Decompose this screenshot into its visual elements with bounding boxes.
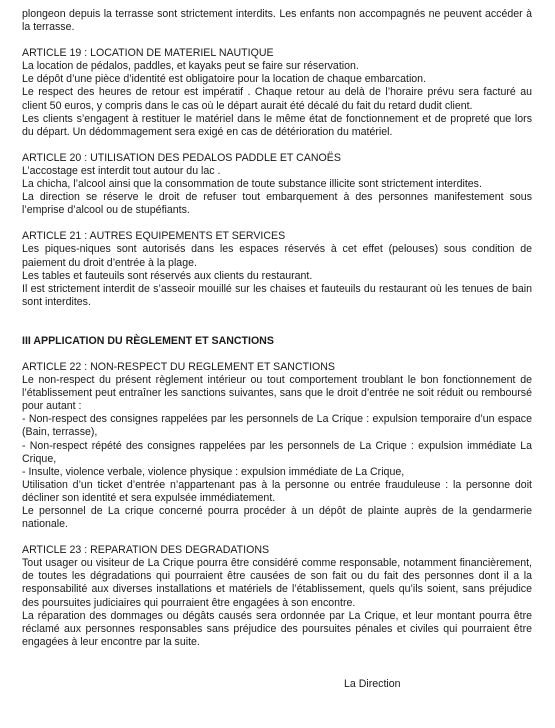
article-21-paragraph: Les tables et fauteuils sont réservés aux clients du restaurant. — [22, 269, 313, 282]
article-20-paragraph: La chicha, l’alcool ainsi que la consommation de toute substance illicite sont strictement interdites. — [22, 178, 482, 191]
article-22-paragraph: Utilisation d’un ticket d’entrée n’appartenant pas à la personne ou entrée frauduleuse : la personne doit décliner son identité et sera expulsée immédiatement. — [22, 478, 532, 504]
article-22-paragraph: - Insulte, violence verbale, violence physique : expulsion immédiate de La Crique, — [22, 465, 405, 478]
document-page — [22, 8, 532, 649]
article-22-paragraph: - Non-respect des consignes rappelées par les personnels de La Crique : expulsion temporaire d’un espace (Bain, terrasse), — [22, 413, 532, 439]
article-20-title: ARTICLE 20 : UTILISATION DES PEDALOS PADDLE ET CANOËS — [22, 151, 341, 164]
article-20-paragraph: L’accostage est interdit tout autour du lac . — [22, 164, 221, 177]
article-22-title: ARTICLE 22 : NON-RESPECT DU REGLEMENT ET SANCTIONS — [22, 360, 335, 373]
article-23-title: ARTICLE 23 : REPARATION DES DEGRADATIONS — [22, 544, 270, 557]
article-22-paragraph: Le non-respect du présent règlement intérieur ou tout comportement troublant le bon fonctionnement de l’établissement peut entraîner les sanctions suivantes, sans que le droit d’entrée ne soit réduit ou remboursé pour autant : — [22, 374, 532, 413]
article-19-paragraph: Le respect des heures de retour est impératif . Chaque retour au delà de l’horaire prévu sera facturé au client 50 euros, y compris dans le cas où le départ aurait été décalé du fait du retard dudit client. — [22, 86, 532, 112]
article-20-paragraph: La direction se réserve le droit de refuser tout embarquement à des personnes manifestement sous l’emprise d’alcool ou de stupéfiants. — [22, 191, 532, 217]
intro-paragraph: plongeon depuis la terrasse sont strictement interdits. Les enfants non accompagnés ne peuvent accéder à la terrasse. — [22, 8, 532, 34]
article-19 — [22, 47, 532, 139]
article-23 — [22, 544, 532, 649]
article-19-title: ARTICLE 19 : LOCATION DE MATERIEL NAUTIQUE — [22, 47, 274, 60]
spacer — [22, 531, 532, 544]
section-3-title: III APPLICATION DU RÈGLEMENT ET SANCTIONS — [22, 334, 274, 347]
article-19-paragraph: Les clients s’engagent à restituer le matériel dans le même état de fonctionnement et de propreté que lors du départ. Un dédommagement sera exigé en cas de détérioration du matériel. — [22, 112, 532, 138]
spacer — [22, 139, 532, 152]
article-22-paragraph: Le personnel de La crique concerné pourra procéder à un dépôt de plainte auprès de la gendarmerie nationale. — [22, 505, 532, 531]
article-19-paragraph: La location de pédalos, paddles, et kayaks peut se faire sur réservation. — [22, 60, 359, 73]
spacer — [22, 217, 532, 230]
article-21-paragraph: Les piques-niques sont autorisés dans les espaces réservés à cet effet (pelouses) sous condition de paiement du droit d’entrée à la plage. — [22, 243, 532, 269]
spacer — [22, 309, 532, 335]
spacer — [22, 348, 532, 361]
article-22-paragraph: - Non-respect répété des consignes rappelées par les personnels de La Crique : expulsion immédiate La Crique, — [22, 439, 532, 465]
article-21-title: ARTICLE 21 : AUTRES EQUIPEMENTS ET SERVICES — [22, 230, 286, 243]
spacer — [22, 34, 532, 47]
article-22 — [22, 361, 532, 531]
article-23-paragraph: La réparation des dommages ou dégâts causés sera ordonnée par La Crique, et leur montant pourra être réclamé aux personnes responsables sans préjudice des poursuites pénales et civiles qui pourraient être engagées à leur encontre par la suite. — [22, 609, 532, 648]
article-19-paragraph: Le dépôt d’une pièce d’identité est obligatoire pour la location de chaque embarcation. — [22, 73, 427, 86]
article-21-paragraph: Il est strictement interdit de s’asseoir mouillé sur les chaises et fauteuils du restaurant où les tenues de bain sont interdites. — [22, 282, 532, 308]
signature: La Direction — [344, 678, 401, 690]
article-21 — [22, 230, 532, 309]
article-20 — [22, 152, 532, 217]
article-23-paragraph: Tout usager ou visiteur de La Crique pourra être considéré comme responsable, notamment financièrement, de toutes les dégradations qui pourraient être causées de son fait ou du fait des personnes dont il a la responsabilité aux diverses installations et matériels de l’établissement, quels qu’ils soient, sans préjudice des poursuites judiciaires qui pourraient être engagées à son encontre. — [22, 557, 532, 609]
